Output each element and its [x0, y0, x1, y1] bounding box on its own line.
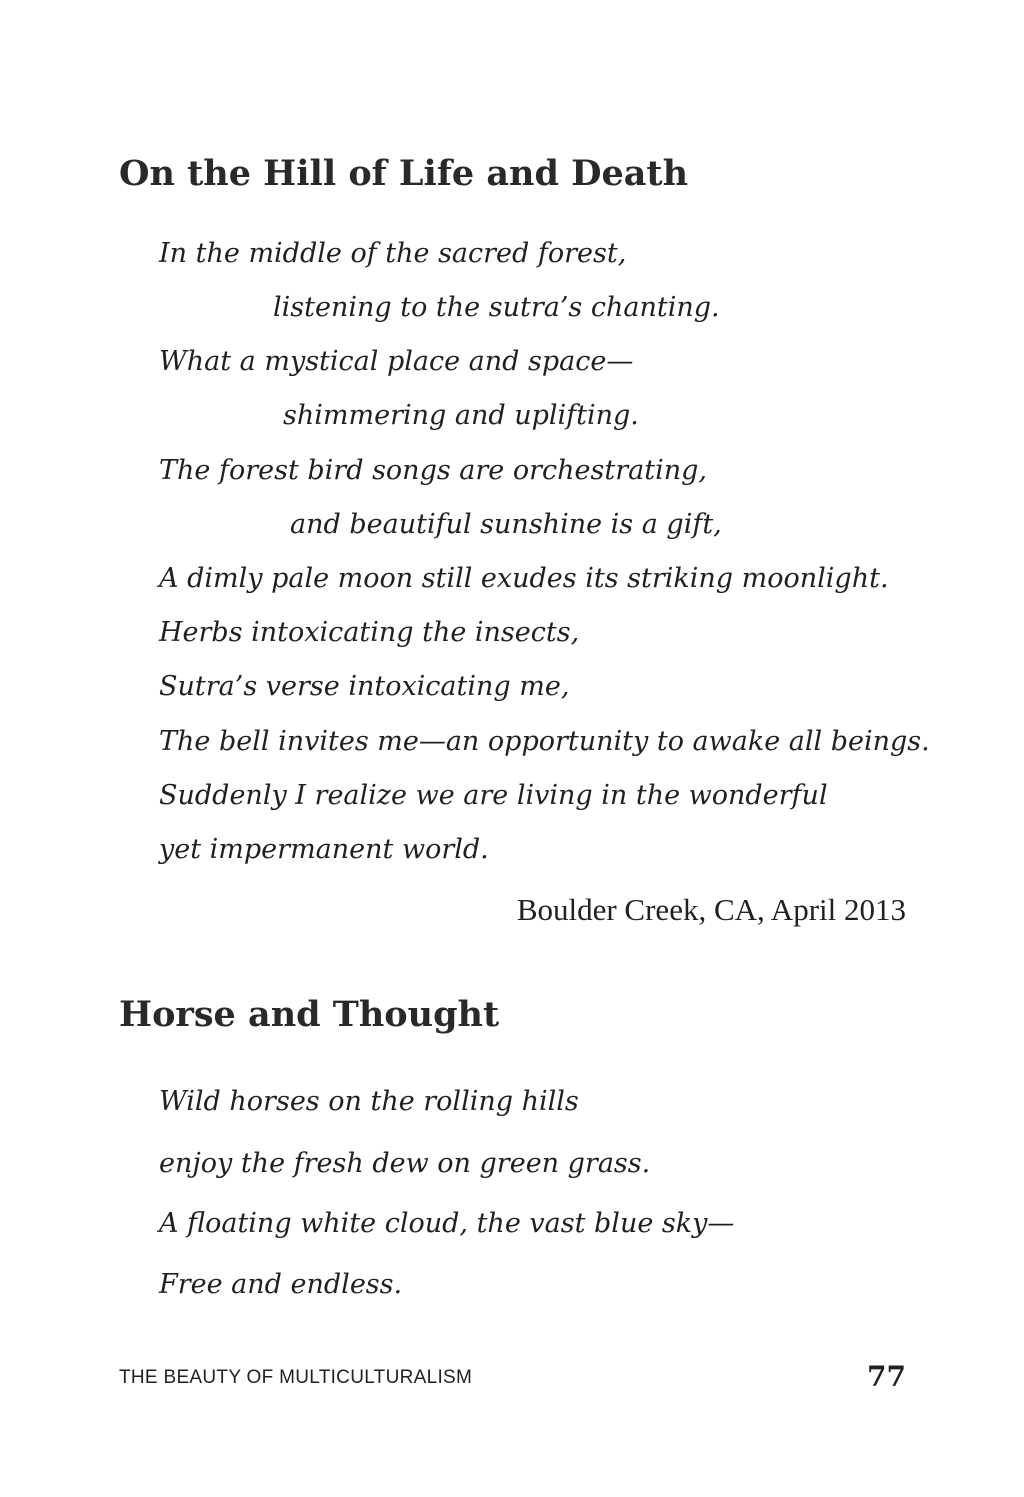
poem-line: Suddenly I realize we are living in the wonderful: [159, 780, 828, 811]
poem-line: shimmering and uplifting.: [283, 400, 639, 431]
poem-line: What a mystical place and space—: [159, 346, 634, 377]
poem-line: Herbs intoxicating the insects,: [159, 617, 580, 648]
poem-title: On the Hill of Life and Death: [119, 153, 689, 194]
poem-line: The forest bird songs are orchestrating,: [159, 455, 707, 486]
poem-line: Sutra’s verse intoxicating me,: [159, 671, 570, 702]
poem-line: enjoy the fresh dew on green grass.: [159, 1148, 651, 1179]
poem-line: Wild horses on the rolling hills: [159, 1086, 579, 1117]
poem-line: The bell invites me—an opportunity to awake all beings.: [159, 726, 930, 757]
running-footer-title: THE BEAUTY OF MULTICULTURALISM: [119, 1367, 473, 1388]
poem-title: Horse and Thought: [119, 994, 500, 1035]
poem-line: A floating white cloud, the vast blue sky—: [159, 1208, 735, 1239]
poem-place-date: Boulder Creek, CA, April 2013: [516, 892, 906, 927]
poem-line: listening to the sutra’s chanting.: [273, 292, 720, 323]
poem-line: yet impermanent world.: [159, 834, 489, 865]
poem-line: and beautiful sunshine is a gift,: [290, 509, 722, 540]
poem-line: A dimly pale moon still exudes its striking moonlight.: [159, 563, 889, 594]
page-number: 77: [867, 1360, 906, 1393]
poem-line: In the middle of the sacred forest,: [159, 238, 627, 269]
poem-line: Free and endless.: [159, 1269, 403, 1300]
